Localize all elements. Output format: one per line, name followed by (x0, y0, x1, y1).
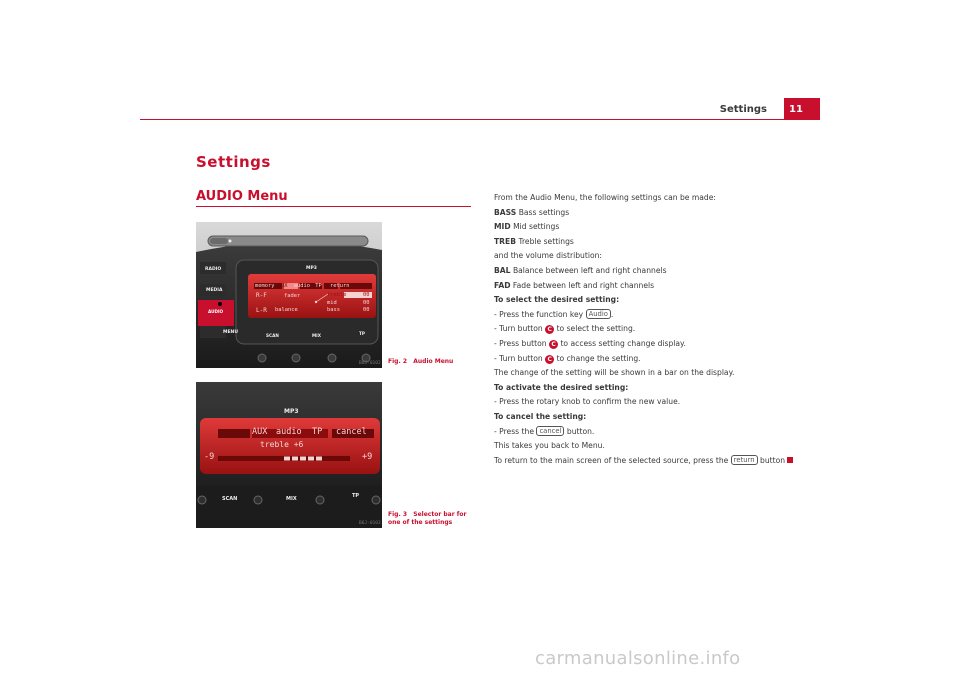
section-rule (196, 206, 471, 207)
volume-intro: and the volume distribution: (494, 251, 602, 261)
return-text: To return to the main screen of the selected source, press the (494, 455, 729, 465)
display-rf: R-F (256, 292, 267, 299)
display-row1 (255, 283, 349, 290)
audio-key-symbol: Audio (586, 309, 611, 319)
mid-desc: Mid settings (513, 222, 560, 232)
menu-button-label: MENU (223, 330, 238, 335)
level-bar-segment (300, 457, 306, 461)
display-balance: balance (275, 307, 298, 313)
turn-change-line (494, 352, 824, 367)
level-bar-segment (284, 457, 290, 461)
bass-term: BASS (494, 207, 517, 217)
display-lr: L-R (256, 306, 267, 314)
body-text-column (494, 191, 824, 468)
display-max: +9 (362, 452, 373, 462)
audio-button-label: AUDIO (208, 309, 224, 314)
radio-display-closeup-illustration (196, 382, 382, 528)
return-line (494, 454, 824, 469)
display-mid: mid (327, 300, 337, 306)
cancel-heading (494, 410, 824, 425)
bass-desc: Bass settings (518, 207, 570, 217)
turn2-text: - Turn button (494, 353, 543, 363)
mid-line (494, 220, 824, 235)
header-rule (140, 119, 820, 120)
page-number: 11 (784, 98, 820, 119)
figure-3-caption-line-1: Fig. 3 Selector bar for (388, 511, 467, 518)
display-treble: treble (327, 292, 347, 298)
mp3-label: MP3 (284, 408, 299, 415)
display-tp: TP (312, 427, 323, 437)
turn1-text: - Turn button (494, 324, 543, 334)
display-tp: TP (315, 282, 322, 289)
press-btn-tail: to access setting change display. (560, 338, 686, 348)
figure-3-caption-line-2: one of the settings (388, 519, 453, 526)
display-cancel: cancel (336, 427, 367, 437)
press-button-line (494, 337, 824, 352)
section-title: AUDIO Menu (196, 189, 288, 204)
press-the-text: - Press the (494, 426, 535, 436)
press-btn-text: - Press button (494, 338, 547, 348)
mix-button-label: MIX (286, 496, 297, 502)
figure-3-code: B6J-0103 (359, 521, 381, 526)
level-bar-segment (316, 457, 322, 461)
display-audio: audio (293, 282, 310, 289)
bal-term: BAL (494, 265, 511, 275)
return-key-symbol: return (731, 455, 758, 465)
treb-line (494, 235, 824, 250)
figure-2-audio-menu (196, 222, 382, 368)
scan-button-label: SCAN (266, 333, 279, 338)
rotary-knob-icon: C (545, 355, 554, 364)
press-func-text: - Press the function key (494, 309, 584, 319)
running-header-title: Settings (719, 104, 767, 115)
tp-button-label: TP (352, 493, 360, 499)
display-mid-value: 00 (363, 300, 370, 306)
tp-button-label: TP (359, 331, 365, 336)
radio-button-label: RADIO (205, 267, 222, 272)
cancel-line (494, 425, 824, 440)
turn1-tail: to select the setting. (556, 324, 636, 334)
section-end-marker (787, 457, 793, 463)
display-bass: bass (327, 307, 340, 313)
intro-line: From the Audio Menu, the following settings can be made: (494, 193, 716, 202)
display-bass-value: 00 (363, 307, 370, 313)
treb-term: TREB (494, 236, 517, 246)
cancel-key-symbol: cancel (536, 426, 564, 436)
activate-heading (494, 381, 824, 396)
back-line: This takes you back to Menu. (494, 441, 605, 451)
button-word-2: button (760, 455, 786, 465)
display-aux: AUX (277, 282, 288, 289)
button-word: button. (566, 426, 595, 436)
rotary-knob-icon: C (549, 340, 558, 349)
display-return: return (329, 282, 350, 289)
figure-3-selector-bar (196, 382, 382, 528)
figure-3-caption (388, 511, 466, 527)
watermark: carmanualsonline.info (535, 648, 741, 669)
cancel-heading-text: To cancel the setting: (494, 411, 587, 421)
rotary-knob-icon: C (545, 325, 554, 334)
media-button-label: MEDIA (206, 288, 223, 293)
bal-desc: Balance between left and right channels (512, 265, 667, 275)
mix-button-label: MIX (312, 333, 321, 338)
bal-line (494, 264, 824, 279)
turn-select-line (494, 322, 824, 337)
mid-term: MID (494, 222, 511, 232)
display-fader: fader (284, 292, 301, 299)
fad-term: FAD (494, 280, 511, 290)
display-setting-value: treble +6 (260, 440, 304, 449)
scan-button-label: SCAN (222, 496, 238, 502)
treb-desc: Treble settings (518, 236, 574, 246)
display-treble-value: 00 (363, 292, 370, 298)
select-heading (494, 293, 824, 308)
press-function-key-line: - Press the function key Audio . (494, 309, 614, 319)
fad-desc: Fade between left and right channels (512, 280, 655, 290)
select-heading-text: To select the desired setting: (494, 295, 620, 305)
figure-2-caption: Fig. 2 Audio Menu (388, 358, 454, 365)
turn2-tail: to change the setting. (556, 353, 641, 363)
level-bar-segment (292, 457, 298, 461)
mp3-label: MP3 (306, 266, 317, 271)
level-bar-segment (308, 457, 314, 461)
display-min: -9 (204, 452, 215, 462)
change-note: The change of the setting will be shown in a bar on the display. (494, 368, 735, 378)
display-aux: AUX (252, 427, 268, 437)
activate-line: - Press the rotary knob to confirm the new value. (494, 397, 681, 407)
bass-line (494, 206, 824, 221)
fad-line (494, 279, 824, 294)
activate-heading-text: To activate the desired setting: (494, 382, 629, 392)
display-memory: memory (255, 282, 275, 289)
chapter-title: Settings (196, 153, 271, 171)
figure-2-code: B6J-0102 (359, 361, 381, 366)
display-audio: audio (276, 427, 302, 437)
